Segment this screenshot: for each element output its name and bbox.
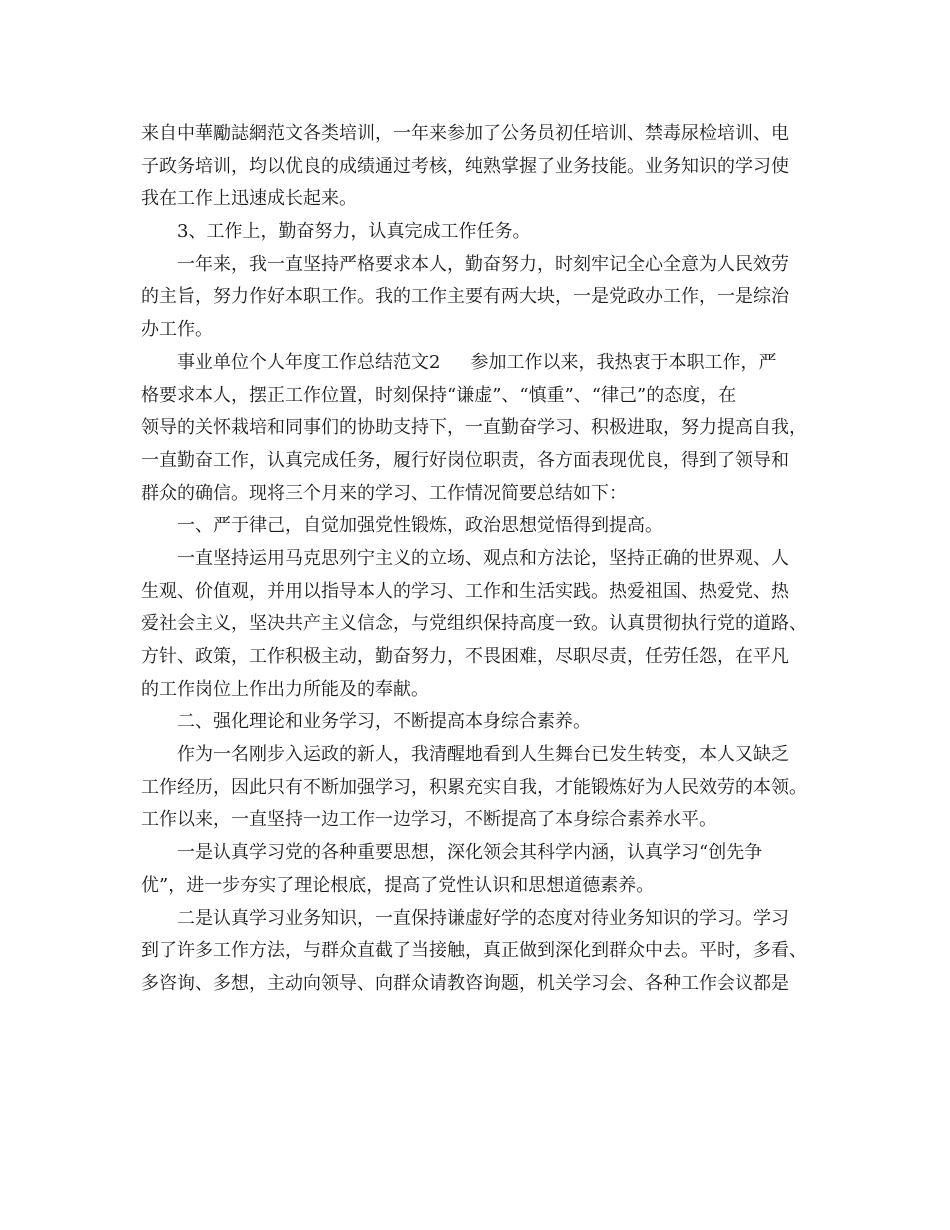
section-heading: 3、工作上，勤奋努力，认真完成工作任务。 <box>177 221 531 243</box>
text-line: 二是认真学习业务知识，一直保持谦虚好学的态度对待业务知识的学习。学习 <box>177 907 789 929</box>
section-heading: 一、严于律己，自觉加强党性锻炼，政治思想觉悟得到提高。 <box>177 515 663 537</box>
text-line: 方针、政策，工作积极主动，勤奋努力，不畏困难，尽职尽责，任劳任怨，在平凡 <box>141 646 789 667</box>
text-line: 优”，进一步夯实了理论根底，提高了党性认识和思想道德素养。 <box>141 874 655 896</box>
text-line: 多咨询、多想，主动向领导、向群众请教咨询题，机关学习会、各种工作会议都是 <box>141 972 789 994</box>
text-line: 爱社会主义，坚决共产主义信念，与党组织保持高度一致。认真贯彻执行党的道路、 <box>141 613 807 635</box>
text-line: 的主旨，努力作好本职工作。我的工作主要有两大块，一是党政办工作，一是综治 <box>141 286 789 308</box>
text-line: 领导的关怀栽培和同事们的协助支持下，一直勤奋学习、积极进取，努力提高自我， <box>141 417 807 439</box>
text-line: 格要求本人，摆正工作位置，时刻保持“谦虚”、“慎重”、“律己”的态度，在 <box>141 384 737 406</box>
document-body <box>141 118 817 1001</box>
text-line: 群众的确信。现将三个月来的学习、工作情况简要总结如下： <box>141 482 627 504</box>
text-line: 来自中華勵誌網范文各类培训，一年来参加了公务员初任培训、禁毒尿检培训、电 <box>141 123 789 144</box>
text-line: 作为一名刚步入运政的新人，我清醒地看到人生舞台已发生转变，本人又缺乏 <box>177 744 789 766</box>
text-line: 的工作岗位上作出力所能及的奉献。 <box>141 678 429 700</box>
article-title: 事业单位个人年度工作总结范文2 <box>177 351 441 373</box>
text-line: 我在工作上迅速成长起来。 <box>141 188 357 210</box>
section-heading: 二、强化理论和业务学习，不断提高本身综合素养。 <box>177 711 591 733</box>
text-line: 一直坚持运用马克思列宁主义的立场、观点和方法论，坚持正确的世界观、人 <box>177 547 789 569</box>
text-line: 一直勤奋工作，认真完成任务，履行好岗位职责，各方面表现优良，得到了领导和 <box>141 449 789 471</box>
text-line: 子政务培训，均以优良的成绩通过考核，纯熟掌握了业务技能。业务知识的学习使 <box>141 155 789 177</box>
text-segment: 参加工作以来，我热衷于本职工作，严 <box>470 351 777 373</box>
text-line: 办工作。 <box>141 319 213 341</box>
text-line: 工作经历，因此只有不断加强学习，积累充实自我，才能锻炼好为人民效劳的本领。 <box>141 776 807 798</box>
text-line: 一年来，我一直坚持严格要求本人，勤奋努力，时刻牢记全心全意为人民效劳 <box>177 253 789 275</box>
text-line: 生观、价值观，并用以指导本人的学习、工作和生活实践。热爱祖国、热爱党、热 <box>141 580 789 602</box>
text-line: 到了许多工作方法，与群众直截了当接触，真正做到深化到群众中去。平时，多看、 <box>141 940 807 962</box>
text-line: 一是认真学习党的各种重要思想，深化领会其科学内涵，认真学习“创先争 <box>177 842 763 864</box>
text-line: 工作以来，一直坚持一边工作一边学习，不断提高了本身综合素养水平。 <box>141 809 717 831</box>
article-title-line <box>141 347 817 380</box>
